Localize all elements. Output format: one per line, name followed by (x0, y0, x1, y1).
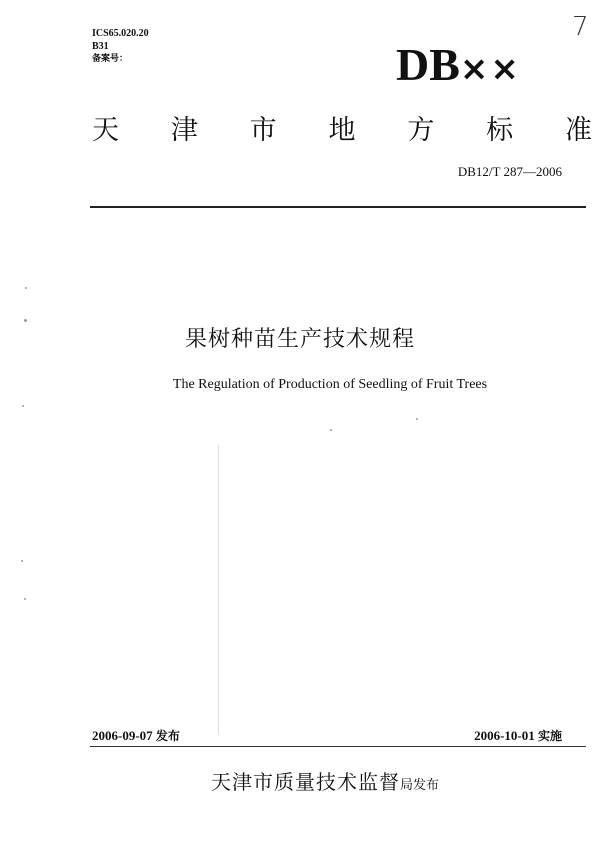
document-title-english: The Regulation of Production of Seedling of Fruit Trees (172, 377, 488, 392)
publish-date-label: 发布 (155, 729, 180, 743)
scan-speck (416, 418, 418, 420)
handwritten-number: 7 (572, 12, 589, 42)
standard-type-char: 准 (564, 115, 592, 146)
standard-type-char: 市 (249, 115, 277, 146)
implement-date (474, 727, 562, 744)
scan-speck (24, 598, 26, 600)
scan-speck (24, 319, 27, 322)
standard-type-char: 方 (407, 115, 435, 146)
ics-code: ICS65.020.20 (92, 28, 149, 39)
document-title-chinese: 果树种苗生产技术规程 (184, 327, 415, 352)
implement-date-value: 2006-10-01 (474, 728, 535, 743)
issuing-authority (0, 766, 600, 795)
db-logo (396, 40, 521, 94)
filing-number-label: 备案号： (92, 54, 129, 64)
issuer-suffix: 局发布 (399, 778, 439, 793)
issuer-name: 天津市质量技术监督 (210, 770, 400, 794)
scan-fold-line (218, 445, 219, 735)
standard-number: DB12/T 287—2006 (457, 164, 562, 179)
publish-date-value: 2006-09-07 (92, 728, 153, 743)
standard-type-char: 地 (328, 115, 356, 146)
standard-type-heading (92, 108, 592, 147)
publish-date (92, 727, 180, 744)
scan-speck (22, 405, 24, 407)
standard-type-char: 津 (170, 115, 198, 146)
db-logo-letters: DB (396, 39, 460, 90)
standard-type-char: 天 (92, 115, 119, 146)
implement-date-label: 实施 (537, 729, 562, 743)
scan-speck (25, 287, 27, 289)
footer-divider (90, 746, 586, 747)
standard-type-char: 标 (486, 115, 514, 146)
header-divider (90, 206, 586, 208)
scan-speck (21, 560, 23, 562)
db-logo-xx: ×× (459, 49, 521, 89)
scan-speck (330, 429, 332, 431)
ccs-code: B31 (92, 41, 109, 52)
